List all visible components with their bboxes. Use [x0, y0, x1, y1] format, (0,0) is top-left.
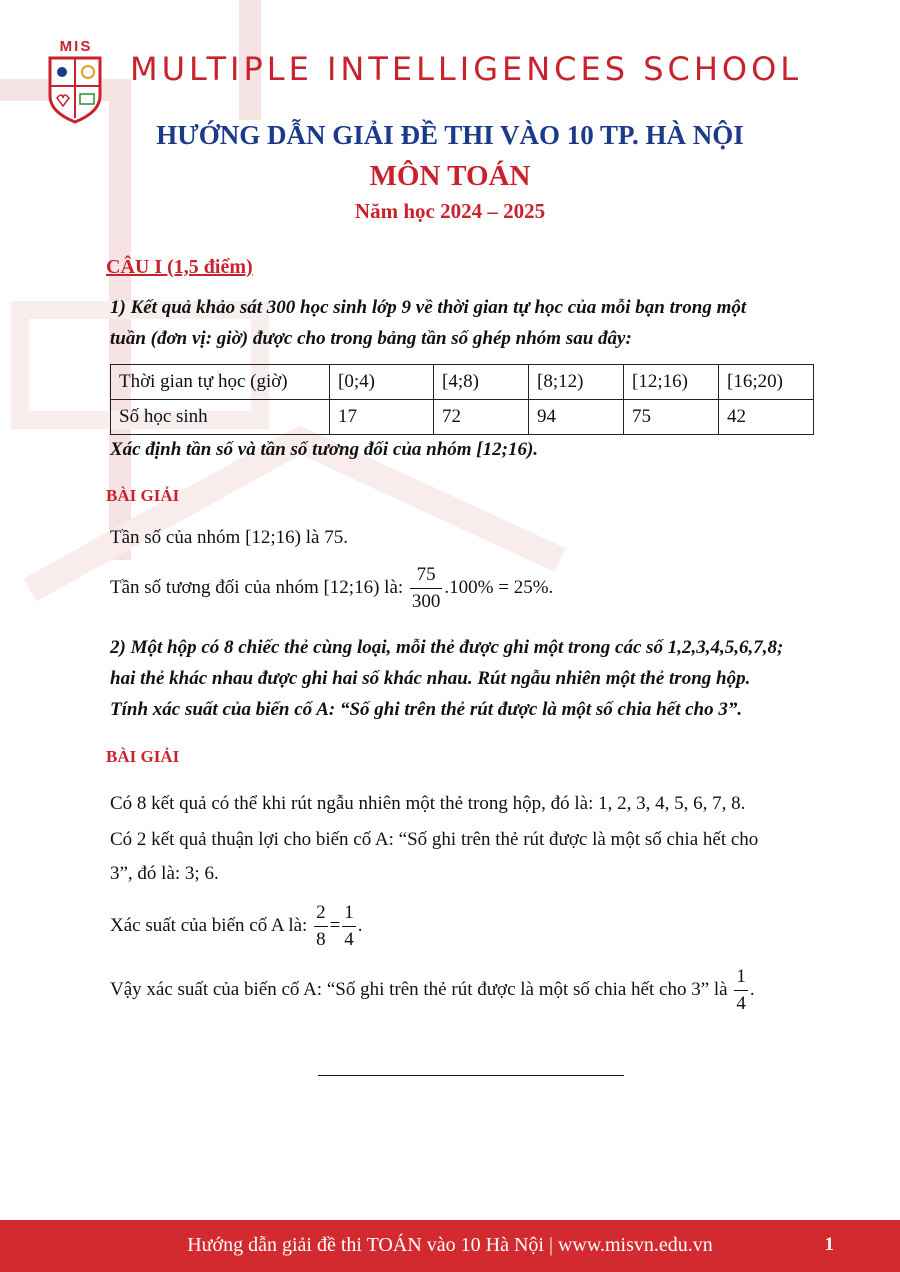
fraction-denominator: 8 [316, 929, 326, 950]
table-cell: 75 [624, 400, 719, 435]
page-number: 1 [824, 1234, 834, 1255]
table-cell: 42 [719, 400, 814, 435]
school-logo [44, 38, 106, 124]
table-cell: [4;8) [434, 365, 529, 400]
q2-solution-line: 3”, đó là: 3; 6. [110, 863, 219, 884]
question-heading: CÂU I (1,5 điểm) [106, 256, 253, 278]
document-title: HƯỚNG DẪN GIẢI ĐỀ THI VÀO 10 TP. HÀ NỘI [156, 120, 744, 150]
school-year: Năm học 2024 – 2025 [354, 199, 546, 223]
q2-prompt [110, 632, 810, 725]
text-span: Vậy xác suất của biến cố A: “Số ghi trên thẻ rút được là một số chia hết cho 3” là [110, 978, 728, 1000]
q1-prompt-line: tuần (đơn vị: giờ) được cho trong bảng tần số ghép nhóm sau đây: [110, 328, 632, 349]
fraction-denominator: 300 [411, 591, 441, 612]
fraction [342, 900, 356, 953]
fraction-numerator: 75 [410, 562, 443, 589]
divider [318, 1075, 624, 1076]
table-cell: 72 [434, 400, 529, 435]
table-cell: [0;4) [330, 365, 434, 400]
fraction-numerator: 2 [314, 900, 328, 927]
table-row [111, 365, 814, 400]
table-cell: 17 [330, 400, 434, 435]
footer-text: Hướng dẫn giải đề thi TOÁN vào 10 Hà Nội | www.misvn.edu.vn [187, 1234, 713, 1256]
page-footer [0, 1220, 900, 1272]
q1-solution-relative [110, 562, 553, 615]
table-row [111, 400, 814, 435]
text-span: .100% = 25%. [444, 576, 554, 598]
logo-text: MIS [59, 38, 93, 55]
fraction-numerator: 1 [342, 900, 356, 927]
q2-solution-line: Có 8 kết quả có thể khi rút ngẫu nhiên một thẻ trong hộp, đó là: 1, 2, 3, 4, 5, 6, 7, 8. [110, 793, 746, 814]
q2-prompt-line: 2) Một hộp có 8 chiếc thẻ cùng loại, mỗi thẻ được ghi một trong các số 1,2,3,4,5,6,7,8; [110, 637, 784, 658]
table-cell: 94 [529, 400, 624, 435]
fraction-numerator: 1 [734, 964, 748, 991]
table-cell: [12;16) [624, 365, 719, 400]
fraction [734, 964, 748, 1017]
text-span: Xác suất của biến cố A là: [110, 914, 308, 936]
fraction [314, 900, 328, 953]
shield-icon [44, 38, 106, 124]
school-name: MULTIPLE INTELLIGENCES SCHOOL [130, 50, 803, 88]
q2-prompt-line: hai thẻ khác nhau được ghi hai số khác nhau. Rút ngẫu nhiên một thẻ trong hộp. [110, 668, 751, 689]
solution-label: BÀI GIẢI [106, 747, 180, 766]
subject-title: MÔN TOÁN [369, 160, 531, 192]
fraction-denominator: 4 [736, 993, 746, 1014]
period: . [357, 914, 363, 936]
fraction [410, 562, 443, 615]
text-span: Tần số tương đối của nhóm [12;16) là: [110, 576, 404, 598]
solution-label: BÀI GIẢI [106, 486, 180, 505]
page-header [44, 38, 864, 128]
period: . [749, 978, 755, 1000]
q2-prompt-line: Tính xác suất của biến cố A: “Số ghi trên thẻ rút được là một số chia hết cho 3”. [110, 699, 743, 720]
q1-task: Xác định tần số và tần số tương đối của nhóm [12;16). [110, 439, 539, 460]
q1-prompt [110, 292, 810, 354]
frequency-table [110, 364, 814, 435]
equals-sign: = [329, 914, 341, 936]
table-cell: [16;20) [719, 365, 814, 400]
table-cell: Số học sinh [111, 400, 330, 435]
fraction-denominator: 4 [344, 929, 354, 950]
q1-prompt-line: 1) Kết quả khảo sát 300 học sinh lớp 9 về thời gian tự học của mỗi bạn trong một [110, 297, 747, 318]
q1-solution-line: Tần số của nhóm [12;16) là 75. [110, 527, 348, 548]
table-cell: Thời gian tự học (giờ) [111, 365, 330, 400]
q2-solution-line: Có 2 kết quả thuận lợi cho biến cố A: “Số ghi trên thẻ rút được là một số chia hết cho [110, 829, 759, 850]
table-cell: [8;12) [529, 365, 624, 400]
q2-conclusion [110, 964, 755, 1017]
q2-solution-probability [110, 900, 363, 953]
